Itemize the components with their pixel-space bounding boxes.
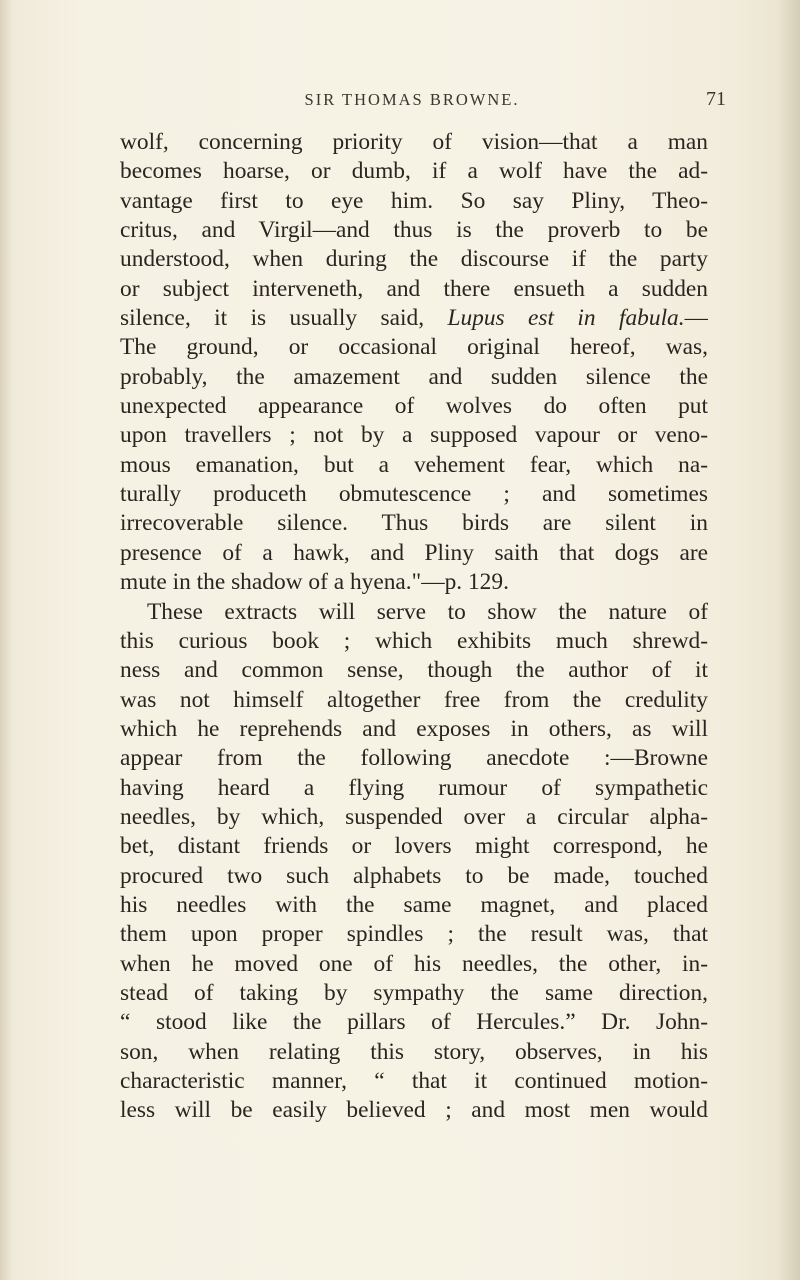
text-line: characteristic manner, “ that it continued motion-: [120, 1068, 708, 1094]
text-line: was not himself altogether free from the credulity: [120, 686, 708, 713]
text-line: this curious book ; which exhibits much shrewd-: [120, 627, 708, 654]
text-line: upon travellers ; not by a supposed vapour or veno-: [120, 422, 708, 449]
text-line: needles, by which, suspended over a circular alpha-: [120, 803, 708, 830]
text-line: procured two such alphabets to be made, touched: [120, 862, 708, 889]
text-line: unexpected appearance of wolves do often put: [120, 393, 708, 420]
running-title: SIR THOMAS BROWNE.: [304, 90, 520, 109]
text-line: son, when relating this story, observes, in his: [120, 1038, 708, 1065]
text-line: The ground, or occasional original hereof, was,: [120, 334, 708, 361]
text-line: having heard a flying rumour of sympathetic: [120, 774, 708, 801]
text-line: becomes hoarse, or dumb, if a wolf have the ad-: [120, 158, 708, 185]
text-line: bet, distant friends or lovers might correspond, he: [120, 833, 708, 860]
text-line: which he reprehends and exposes in others, as will: [120, 715, 708, 742]
text-line: wolf, concerning priority of vision—that a man: [120, 129, 708, 155]
text-line: them upon proper spindles ; the result was, that: [120, 921, 708, 948]
page-number: 71: [706, 88, 726, 110]
text-line: less will be easily believed ; and most men would: [120, 1097, 708, 1124]
text-line: mute in the shadow of a hyena."—p. 129.: [120, 569, 509, 596]
text-line: presence of a hawk, and Pliny saith that dogs are: [120, 539, 708, 566]
text-line: understood, when during the discourse if the party: [120, 246, 708, 273]
text-line: or subject interveneth, and there ensueth a sudden: [120, 275, 708, 302]
page-edge-shadow: [778, 0, 800, 1280]
text-line: irrecoverable silence. Thus birds are silent in: [120, 510, 708, 537]
text-line: ness and common sense, though the author of it: [120, 657, 708, 684]
text-line: silence, it is usually said, Lupus est in fabula.—: [120, 305, 708, 332]
text-line: his needles with the same magnet, and placed: [120, 891, 708, 918]
text-line: stead of taking by sympathy the same direction,: [120, 979, 708, 1006]
text-line: vantage first to eye him. So say Pliny, Theo-: [120, 187, 708, 214]
paragraph-start-line: These extracts will serve to show the nature of: [147, 598, 708, 625]
text-line: appear from the following anecdote :—Browne: [120, 745, 708, 772]
latin-phrase: Lupus est in fabula.: [447, 305, 685, 332]
text-line: mous emanation, but a vehement fear, which na-: [120, 451, 708, 478]
text-line: critus, and Virgil—and thus is the proverb to be: [120, 217, 708, 244]
text-line: when he moved one of his needles, the other, in-: [120, 950, 708, 977]
text-line: “ stood like the pillars of Hercules.” Dr. John-: [120, 1009, 708, 1036]
text-line: turally produceth obmutescence ; and sometimes: [120, 481, 708, 508]
page-gutter-shadow: [0, 0, 12, 1280]
body-text: [120, 128, 708, 1126]
text-line: probably, the amazement and sudden silence the: [120, 363, 708, 390]
